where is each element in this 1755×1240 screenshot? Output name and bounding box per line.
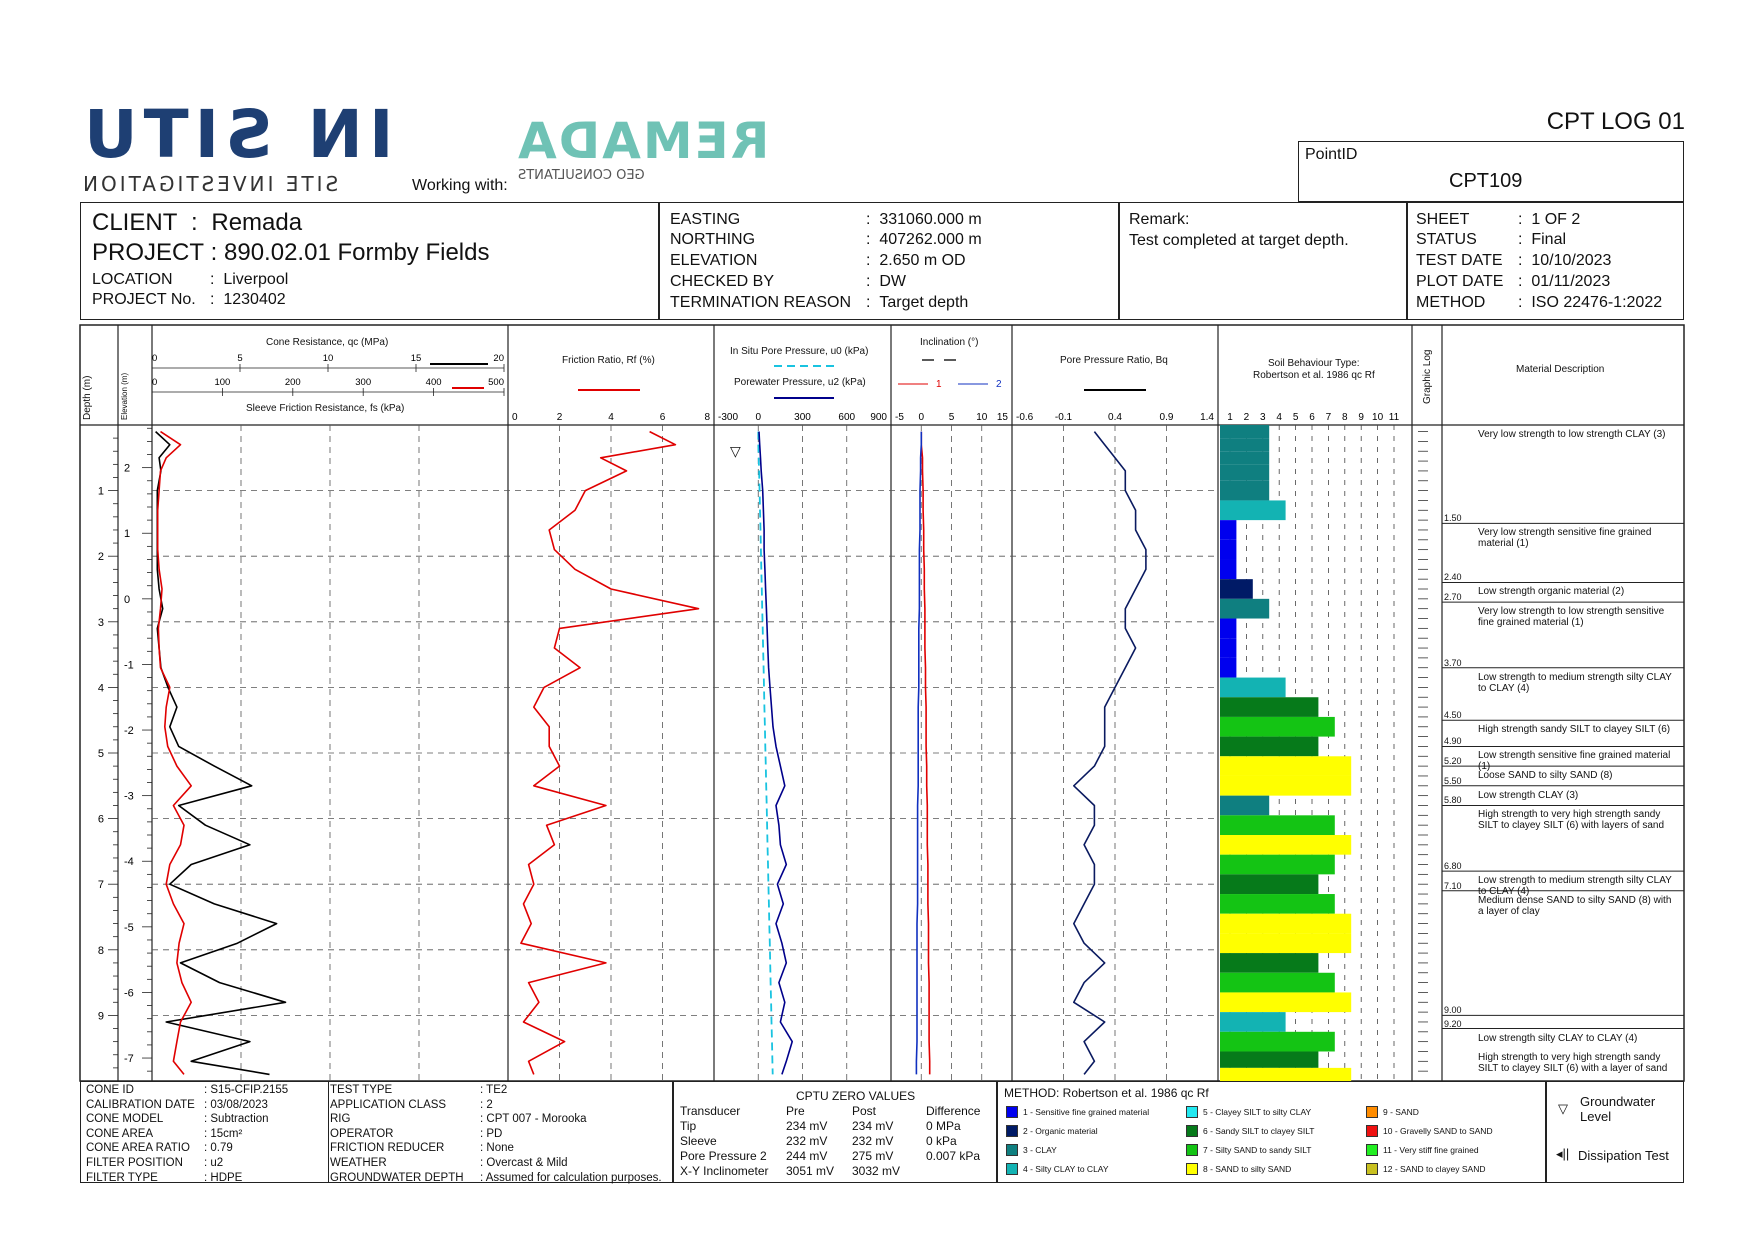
info-key: FRICTION REDUCER <box>330 1142 445 1155</box>
sbt-legend-swatch <box>1186 1163 1198 1175</box>
sbt-tick-label: 11 <box>1388 412 1400 423</box>
layer-boundary-depth: 5.50 <box>1444 775 1462 786</box>
sbt-legend-label: 11 - Very stiff fine grained <box>1383 1145 1479 1155</box>
sbt-legend-swatch <box>1186 1106 1198 1118</box>
sbt-bar <box>1220 599 1269 619</box>
elevation-tick-label: -2 <box>124 725 134 738</box>
info-key: TEST TYPE <box>330 1084 393 1096</box>
remada-logo: REMADA <box>516 112 770 170</box>
groundwater-marker-icon: ▽ <box>730 443 741 459</box>
sbt-legend-swatch <box>1366 1163 1378 1175</box>
info-value: : 0.79 <box>204 1142 233 1155</box>
sbt-legend-label: 5 - Clayey SILT to silty CLAY <box>1203 1107 1312 1117</box>
depth-tick-label: 9 <box>97 1010 104 1023</box>
sbt-bar <box>1220 776 1351 796</box>
layer-boundary-depth: 7.10 <box>1444 880 1462 891</box>
graphic-log-title: Graphic Log <box>1422 349 1433 404</box>
sbt-bar <box>1220 815 1335 835</box>
info-value: : 03/08/2023 <box>204 1098 268 1111</box>
zero-cell: 3032 mV <box>852 1164 901 1178</box>
easting-label: EASTING <box>670 211 741 228</box>
layer-description: Very low strength to low strength CLAY (3) <box>1478 429 1666 440</box>
sbt-bar <box>1220 619 1236 639</box>
rf-tick-label: 6 <box>659 412 666 423</box>
page-title: CPT LOG 01 <box>1546 108 1685 135</box>
zero-cell: 0 kPa <box>926 1134 957 1148</box>
dissipation-icon: ◂|| <box>1556 1146 1570 1161</box>
info-row <box>86 1157 223 1169</box>
elevation-tick-label: -3 <box>124 790 134 803</box>
termination-label: TERMINATION REASON <box>670 294 852 311</box>
fs-tick-label: 300 <box>355 377 372 388</box>
sbt-legend-label: 12 - SAND to clayey SAND <box>1383 1164 1486 1174</box>
sbt-bar <box>1220 894 1335 914</box>
bq-tick-label: 0.9 <box>1159 412 1174 423</box>
sbt-bar <box>1220 464 1269 480</box>
zero-cell: 0.007 kPa <box>926 1149 981 1163</box>
layer-boundary-depth: 9.20 <box>1444 1018 1462 1029</box>
elevation-tick-label: 2 <box>124 462 131 475</box>
info-value: : None <box>480 1142 514 1155</box>
remada-logo-sub: GEO CONSULTANTS <box>518 168 645 183</box>
zero-cell: Tip <box>680 1119 697 1133</box>
inclination-legend-1: 1 <box>936 379 942 390</box>
sbt-bar <box>1220 737 1318 757</box>
sbt-tick-label: 3 <box>1260 412 1266 423</box>
rf-tick-label: 4 <box>608 412 614 423</box>
sheet-label: SHEET <box>1416 211 1470 228</box>
location-value: Liverpool <box>223 271 289 288</box>
rf-tick-label: 0 <box>512 412 518 423</box>
depth-tick-label: 7 <box>97 879 104 892</box>
sbt-legend-label: 1 - Sensitive fine grained material <box>1023 1107 1150 1117</box>
layer-description: Very low strength to low strength sensitive fine grained material (1) <box>1478 606 1665 629</box>
groundwater-legend: Groundwater Level <box>1580 1094 1656 1124</box>
elevation-label: ELEVATION <box>670 252 758 269</box>
info-value: : 2 <box>480 1098 493 1111</box>
sbt-legend-swatch <box>1006 1144 1018 1156</box>
info-value: : 15cm² <box>204 1127 243 1140</box>
test-date-value: 10/10/2023 <box>1531 252 1612 269</box>
bq-title: Pore Pressure Ratio, Bq <box>1060 355 1168 366</box>
material-title: Material Description <box>1516 364 1605 375</box>
zero-cell: 275 mV <box>852 1149 894 1163</box>
zero-cell: X-Y Inclinometer <box>680 1164 769 1178</box>
sbt-legend-swatch <box>1006 1106 1018 1118</box>
groundwater-icon: ▽ <box>1558 1101 1568 1116</box>
sbt-bar <box>1220 638 1236 658</box>
sbt-legend-label: 3 - CLAY <box>1023 1145 1057 1155</box>
insitu-logo-sub: SITE INVESTIGATION <box>80 172 339 196</box>
depth-tick-label: 5 <box>97 748 104 760</box>
layer-boundary-depth: 3.70 <box>1444 657 1462 668</box>
insitu-logo: IN SITU <box>78 96 394 173</box>
inc-tick-label: 15 <box>996 412 1008 423</box>
u-tick-label: 300 <box>794 412 811 423</box>
info-key: WEATHER <box>330 1157 387 1169</box>
northing-label: NORTHING <box>670 231 756 248</box>
inclination-legend-2: 2 <box>996 379 1002 390</box>
sbt-tick-label: 6 <box>1309 412 1315 423</box>
insitu-pp-title: In Situ Pore Pressure, u0 (kPa) <box>730 346 869 357</box>
zero-header-cell: Difference <box>926 1104 981 1118</box>
inclination-title: Inclination (°) <box>920 337 979 348</box>
sbt-legend-swatch <box>1366 1106 1378 1118</box>
sbt-bar <box>1220 874 1318 894</box>
sbt-title: Soil Behaviour Type: <box>1268 358 1360 369</box>
info-value: : HDPE <box>204 1171 243 1184</box>
info-row <box>86 1172 242 1184</box>
sbt-bar <box>1220 451 1269 464</box>
plot-date-label: PLOT DATE <box>1416 273 1504 290</box>
sbt-bar <box>1220 933 1351 953</box>
sbt-bar <box>1220 658 1236 678</box>
bq-tick-label: 0.4 <box>1108 412 1122 423</box>
sbt-tick-label: 8 <box>1342 412 1348 423</box>
client-value: Remada <box>211 209 303 236</box>
sbt-legend-swatch <box>1006 1125 1018 1137</box>
status-label: STATUS <box>1416 231 1477 248</box>
sbt-bar <box>1220 914 1351 934</box>
method-label: METHOD <box>1416 294 1486 311</box>
layer-boundary-depth: 2.40 <box>1444 572 1462 583</box>
project-no-label: PROJECT No. <box>92 291 196 308</box>
sbt-bar <box>1220 500 1286 520</box>
location-label: LOCATION <box>92 271 173 288</box>
zero-header-cell: Pre <box>786 1104 805 1118</box>
northing-value: 407262.000 m <box>879 231 982 248</box>
sbt-bar <box>1220 992 1351 1012</box>
zero-cell: Pore Pressure 2 <box>680 1149 767 1163</box>
sbt-tick-label: 10 <box>1372 412 1384 423</box>
sbt-bar <box>1220 717 1335 737</box>
sbt-bar <box>1220 953 1318 973</box>
qc-tick-label: 0 <box>152 353 158 364</box>
info-key: CONE MODEL <box>86 1113 164 1126</box>
zero-cell: 232 mV <box>852 1134 894 1148</box>
zero-cell: Sleeve <box>680 1134 717 1148</box>
sbt-bar <box>1220 481 1269 501</box>
sbt-tick-label: 9 <box>1358 412 1364 423</box>
method-legend-title: METHOD: Robertson et al. 1986 qc Rf <box>1004 1086 1209 1100</box>
elevation-value: 2.650 m OD <box>879 252 966 269</box>
layer-boundary-depth: 5.20 <box>1444 756 1462 767</box>
info-key: RIG <box>330 1113 351 1126</box>
sbt-bar <box>1220 425 1269 438</box>
checked-value: DW <box>879 273 906 290</box>
sbt-legend-label: 9 - SAND <box>1383 1107 1419 1117</box>
info-key: FILTER POSITION <box>86 1157 183 1169</box>
layer-description: High strength to very high strength sandy SILT to clayey SILT (6) with a layer of sand <box>1478 1052 1668 1075</box>
project-value: 890.02.01 Formby Fields <box>224 239 490 266</box>
zero-cell: 244 mV <box>786 1149 828 1163</box>
inc-tick-label: -5 <box>895 412 904 423</box>
elevation-tick-label: -4 <box>124 856 134 869</box>
sleeve-title: Sleeve Friction Resistance, fs (kPa) <box>246 403 405 414</box>
sbt-legend-swatch <box>1366 1144 1378 1156</box>
fs-tick-label: 500 <box>488 377 504 388</box>
termination-value: Target depth <box>879 294 969 311</box>
layer-boundary-depth: 5.80 <box>1444 795 1462 806</box>
layer-boundary-depth: 9.00 <box>1444 1005 1462 1016</box>
layer-description: Low strength organic material (2) <box>1478 586 1625 598</box>
layer-description: Low strength to medium strength silty CLAY to CLAY (4) <box>1478 671 1672 694</box>
zero-cell: 0 MPa <box>926 1119 961 1133</box>
layer-boundary-depth: 6.80 <box>1444 861 1462 872</box>
info-key: CONE AREA <box>86 1127 154 1140</box>
inclination-2-series <box>916 432 921 1075</box>
info-row <box>330 1084 507 1096</box>
elevation-tick-label: 0 <box>124 593 131 606</box>
info-value: : CPT 007 - Morooka <box>480 1113 587 1126</box>
sbt-bar <box>1220 540 1236 560</box>
easting-value: 331060.000 m <box>879 211 982 228</box>
zero-cell: 234 mV <box>852 1119 894 1133</box>
info-key: APPLICATION CLASS <box>330 1098 447 1111</box>
sbt-legend-label: 7 - Silty SAND to sandy SILT <box>1203 1145 1312 1155</box>
sbt-legend-swatch <box>1186 1125 1198 1137</box>
zero-header-cell: Post <box>852 1104 877 1118</box>
depth-tick-label: 3 <box>97 616 104 629</box>
remark-value: Test completed at target depth. <box>1129 232 1349 249</box>
sbt-bar <box>1220 697 1318 717</box>
inc-tick-label: 5 <box>948 412 955 423</box>
elevation-tick-label: 1 <box>124 528 131 541</box>
sheet-value: 1 OF 2 <box>1531 211 1581 228</box>
sbt-legend-label: 10 - Gravelly SAND to SAND <box>1383 1126 1493 1136</box>
layer-description: Medium dense SAND to silty SAND (8) with a layer of clay <box>1478 894 1672 917</box>
working-with-text: Working with: <box>412 177 508 194</box>
info-value: : Assumed for calculation purposes. <box>480 1171 662 1184</box>
chart-frame <box>80 325 1684 1081</box>
u-tick-label: 900 <box>870 412 887 423</box>
depth-tick-label: 2 <box>97 551 104 564</box>
porewater-title: Porewater Pressure, u2 (kPa) <box>734 377 866 388</box>
u-tick-label: 0 <box>755 412 762 423</box>
sbt-bar <box>1220 835 1351 855</box>
sbt-bar <box>1220 1012 1286 1032</box>
depth-tick-label: 6 <box>97 813 104 826</box>
friction-title: Friction Ratio, Rf (%) <box>562 355 655 366</box>
sbt-tick-label: 2 <box>1243 412 1250 423</box>
info-row <box>86 1084 288 1096</box>
fs-tick-label: 0 <box>152 377 158 388</box>
u-tick-label: -300 <box>718 412 739 423</box>
layer-boundary-depth: 4.50 <box>1444 710 1462 721</box>
layer-description: Low strength CLAY (3) <box>1478 789 1579 801</box>
sbt-legend-label: 8 - SAND to silty SAND <box>1203 1164 1292 1174</box>
sbt-bar <box>1220 1068 1351 1081</box>
elevation-tick-label: -6 <box>124 987 134 1000</box>
sbt-bar <box>1220 756 1351 776</box>
client-label: CLIENT <box>92 209 178 236</box>
info-key: GROUNDWATER DEPTH <box>330 1171 464 1184</box>
bq-tick-label: -0.6 <box>1016 412 1034 423</box>
project-no-value: 1230402 <box>223 291 286 308</box>
layer-description: Very low strength sensitive fine grained material (1) <box>1478 527 1652 550</box>
sbt-legend-label: 2 - Organic material <box>1023 1126 1098 1136</box>
layer-description: High strength to very high strength sandy SILT to clayey SILT (6) with layers of sand <box>1478 809 1665 832</box>
plot-date-value: 01/11/2023 <box>1531 273 1611 290</box>
rf-tick-label: 8 <box>704 412 710 423</box>
cone-title: Cone Resistance, qc (MPa) <box>266 337 389 348</box>
sbt-bar <box>1220 796 1269 816</box>
dissipation-legend: Dissipation Test <box>1578 1148 1669 1163</box>
info-row <box>86 1142 233 1154</box>
info-row <box>330 1099 493 1111</box>
qc-tick-label: 5 <box>237 353 243 364</box>
info-row <box>330 1113 587 1125</box>
zero-values-title: CPTU ZERO VALUES <box>796 1089 916 1103</box>
point-id-value: CPT109 <box>1449 170 1523 192</box>
sbt-tick-label: 5 <box>1292 412 1299 423</box>
info-value: : PD <box>480 1127 503 1140</box>
info-row <box>86 1099 268 1111</box>
info-key: CALIBRATION DATE <box>86 1098 195 1111</box>
bq-tick-label: 1.4 <box>1200 412 1214 423</box>
zero-cell: 3051 mV <box>786 1164 835 1178</box>
sbt-bar <box>1220 973 1335 993</box>
sbt-legend-swatch <box>1006 1163 1018 1175</box>
info-value: : Subtraction <box>204 1113 269 1126</box>
zero-header-cell: Transducer <box>680 1104 741 1118</box>
layer-description: Loose SAND to silty SAND (8) <box>1478 770 1613 782</box>
info-key: CONE AREA RATIO <box>86 1142 190 1155</box>
sbt-tick-label: 1 <box>1227 412 1233 423</box>
layer-description: Low strength silty CLAY to CLAY (4) <box>1478 1032 1638 1044</box>
layer-boundary-depth: 2.70 <box>1444 592 1462 603</box>
sbt-tick-label: 7 <box>1325 412 1332 423</box>
info-value: : u2 <box>204 1157 224 1169</box>
project-label: PROJECT <box>92 239 205 266</box>
info-row <box>330 1142 514 1154</box>
sbt-tick-label: 4 <box>1276 412 1282 423</box>
u-tick-label: 600 <box>838 412 856 423</box>
info-key: CONE ID <box>86 1084 134 1096</box>
checked-label: CHECKED BY <box>670 273 775 290</box>
qc-tick-label: 15 <box>410 353 422 364</box>
point-id-label: PointID <box>1305 146 1358 163</box>
sbt-bar <box>1220 559 1236 579</box>
qc-tick-label: 10 <box>322 353 334 364</box>
remark-label: Remark: <box>1129 211 1190 228</box>
layer-boundary-depth: 1.50 <box>1444 513 1462 524</box>
info-row <box>330 1128 502 1140</box>
status-value: Final <box>1531 231 1567 248</box>
depth-tick-label: 1 <box>97 485 104 498</box>
inc-tick-label: 0 <box>918 412 925 423</box>
info-row <box>86 1128 242 1140</box>
sbt-legend-swatch <box>1366 1125 1378 1137</box>
rf-tick-label: 2 <box>556 412 563 423</box>
sbt-bar <box>1220 678 1286 698</box>
fs-tick-label: 100 <box>214 377 231 388</box>
depth-tick-label: 4 <box>97 682 104 695</box>
layer-description: High strength sandy SILT to clayey SILT (6) <box>1478 724 1671 736</box>
sbt-bar <box>1220 520 1236 540</box>
layer-description: Low strength sensitive fine grained material (1) <box>1478 750 1671 773</box>
sbt-bar <box>1220 1051 1318 1067</box>
sbt-legend-swatch <box>1186 1144 1198 1156</box>
info-row <box>86 1113 269 1125</box>
fs-tick-label: 400 <box>425 377 442 388</box>
test-date-label: TEST DATE <box>1416 252 1503 269</box>
sbt-bar <box>1220 1032 1335 1052</box>
elevation-title: Elevation (m) <box>120 372 129 420</box>
elevation-tick-label: -1 <box>124 659 134 672</box>
info-key: OPERATOR <box>330 1127 394 1140</box>
sbt-bar <box>1220 579 1253 599</box>
elevation-tick-label: -5 <box>124 921 134 934</box>
depth-title: Depth (m) <box>82 375 93 420</box>
layer-boundary-depth: 4.90 <box>1444 736 1462 747</box>
inc-tick-label: 10 <box>976 412 988 423</box>
info-value: : S15-CFIP.2155 <box>204 1084 289 1096</box>
info-value: : TE2 <box>480 1084 508 1096</box>
sbt-bar <box>1220 438 1269 451</box>
zero-cell: 232 mV <box>786 1134 828 1148</box>
zero-cell: 234 mV <box>786 1119 828 1133</box>
fs-tick-label: 200 <box>284 377 301 388</box>
sbt-legend-label: 6 - Sandy SILT to clayey SILT <box>1203 1126 1315 1136</box>
layer-description: Low strength to medium strength silty CLAY to CLAY (4) <box>1478 875 1672 898</box>
info-key: FILTER TYPE <box>86 1171 158 1184</box>
sbt-subtitle: Robertson et al. 1986 qc Rf <box>1253 370 1375 381</box>
info-row <box>330 1172 662 1184</box>
bq-tick-label: -0.1 <box>1054 412 1073 423</box>
porewater-pressure-u2-kpa-series <box>759 432 792 1075</box>
info-row <box>330 1157 568 1169</box>
info-value: : Overcast & Mild <box>480 1157 568 1169</box>
elevation-tick-label: -7 <box>124 1053 134 1066</box>
method-value: ISO 22476-1:2022 <box>1531 294 1663 311</box>
sbt-bar <box>1220 855 1335 875</box>
sbt-legend-label: 4 - Silty CLAY to CLAY <box>1023 1164 1109 1174</box>
depth-tick-label: 8 <box>97 944 104 957</box>
qc-tick-label: 20 <box>493 353 504 364</box>
